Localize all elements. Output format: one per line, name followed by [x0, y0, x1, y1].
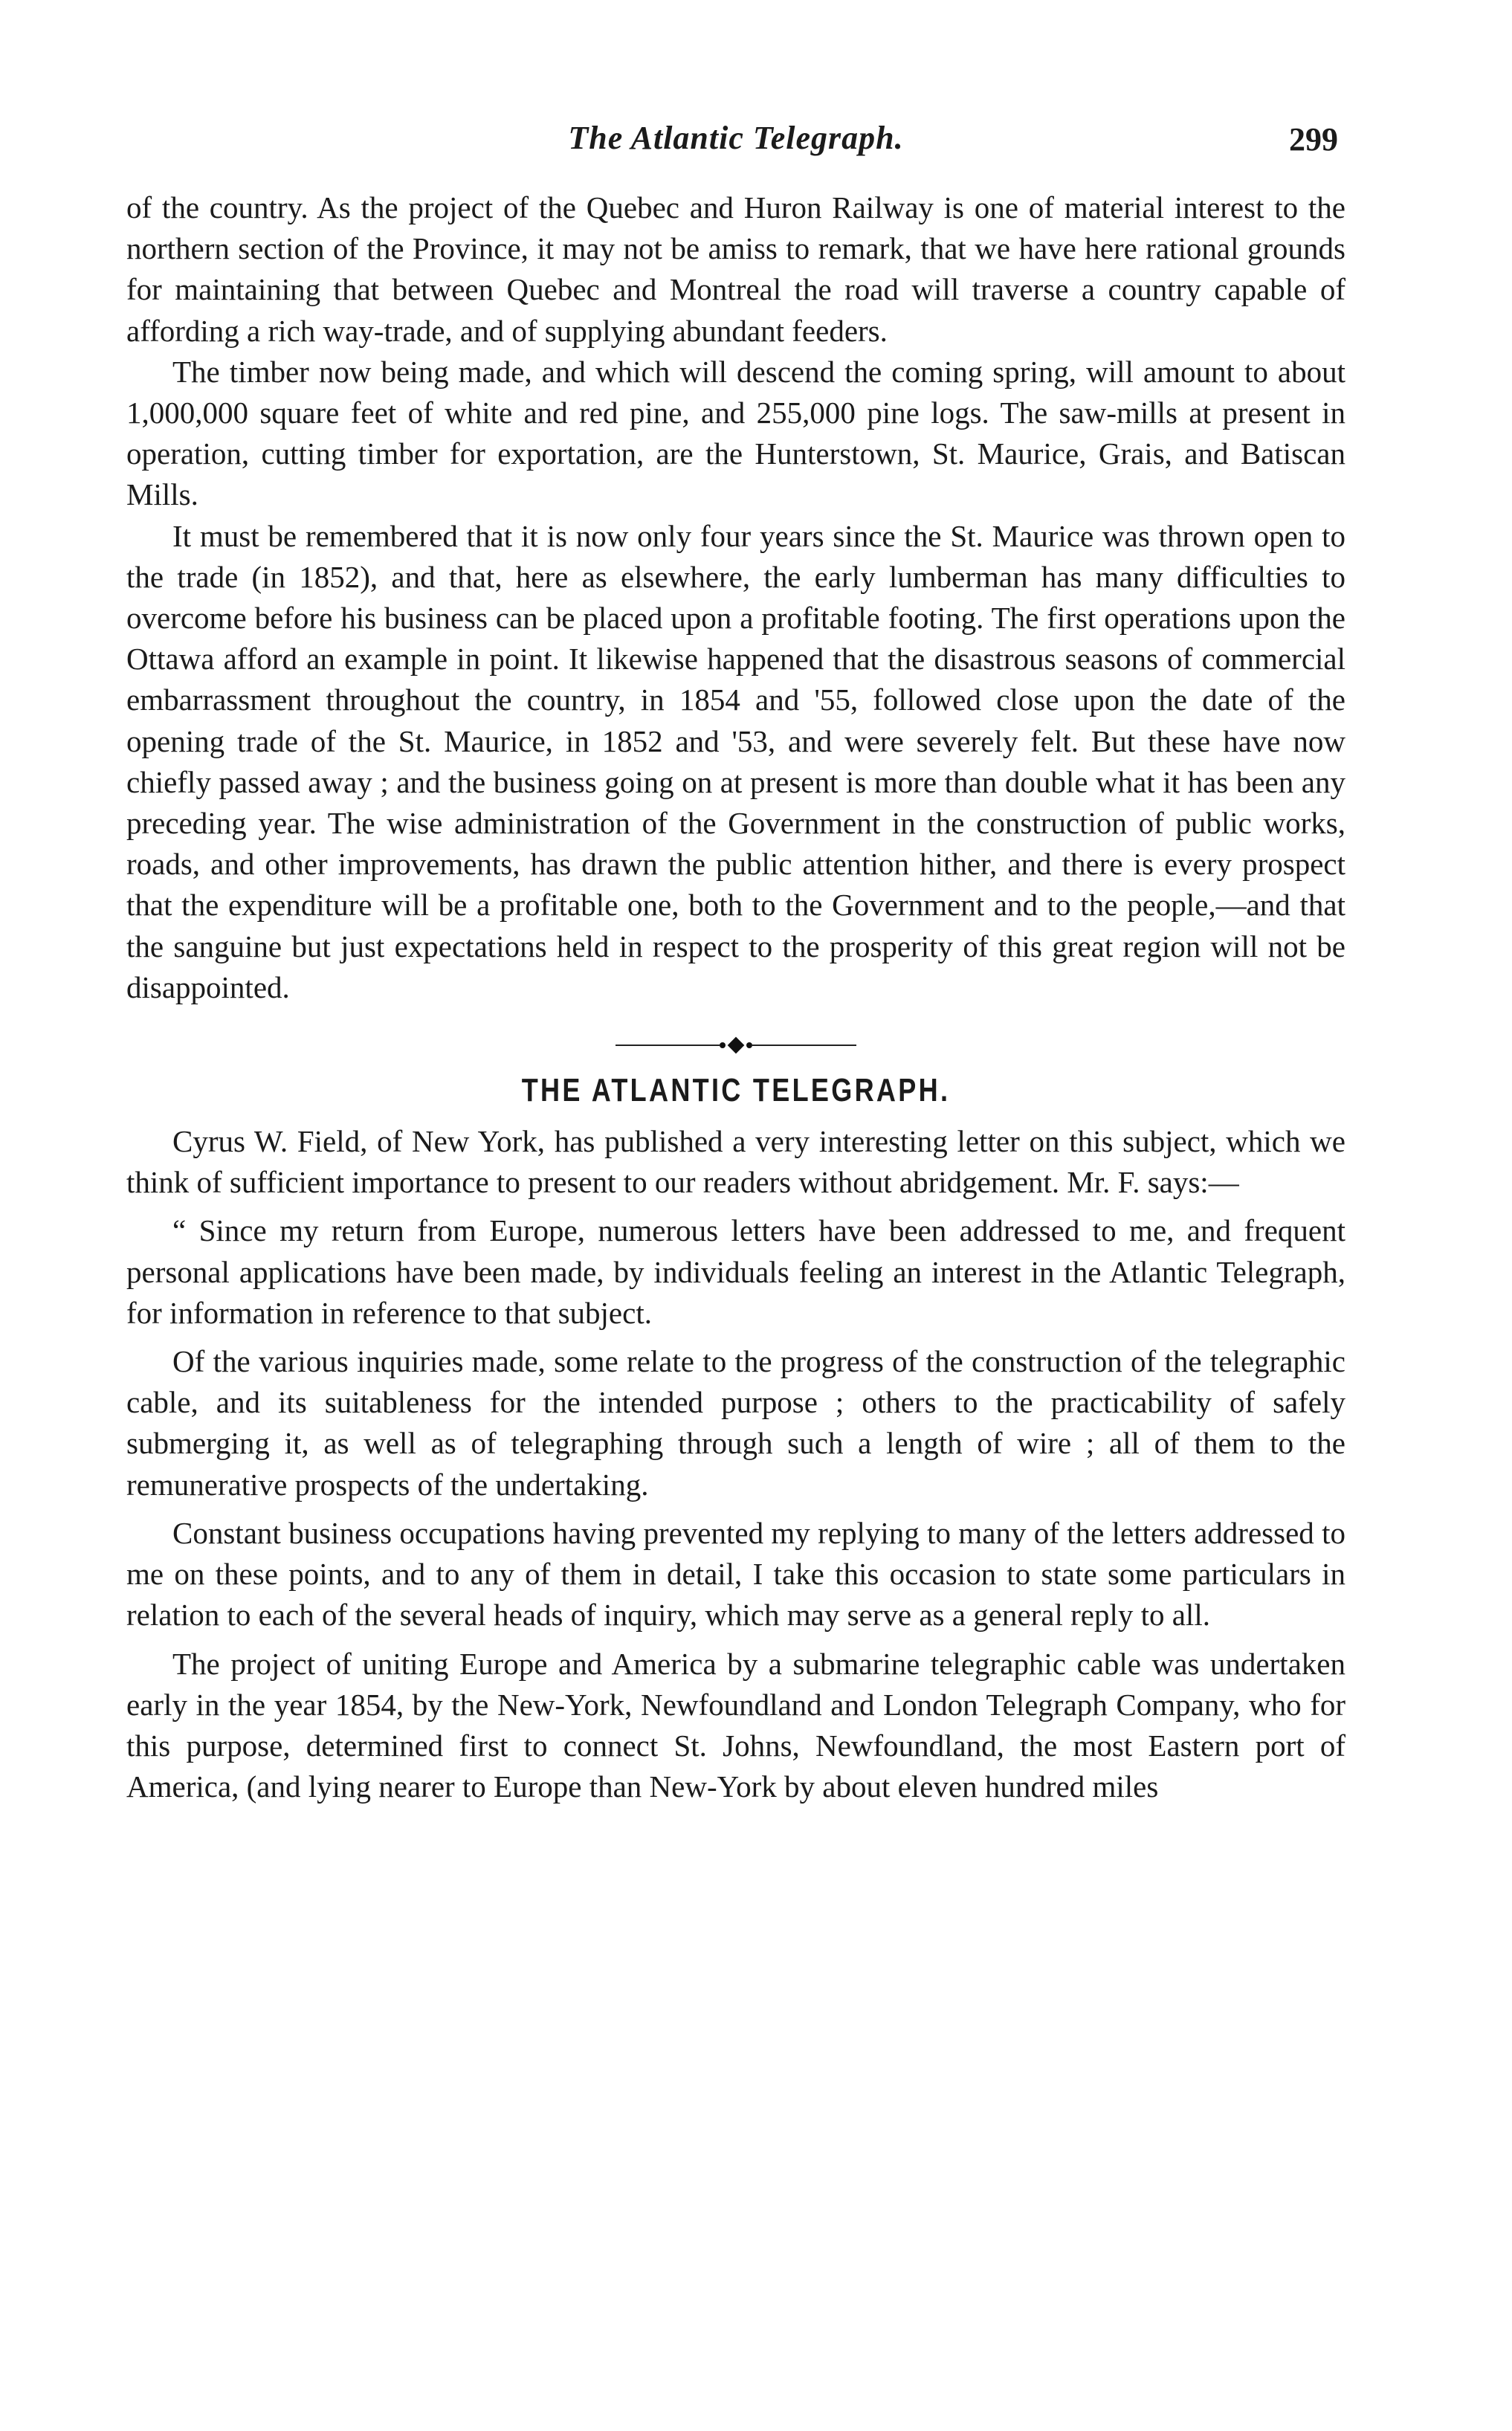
paragraph-inquiries: Of the various inquiries made, some relate to the progress of the construction of the telegraphic cable, and its suitableness for the intended purpose ; others to the practicability of safely submerging it, as well as of telegraphing through such a length of wire ; all of them to the remunerative prospects of the undertaking. — [126, 1344, 1345, 1502]
section-divider — [126, 1038, 1345, 1053]
paragraph-occupations: Constant business occupations having prevented my replying to many of the letters addressed to me on these points, and to any of them in detail, I take this occasion to state some particulars in relation to each of the several heads of inquiry, which may serve as a general reply to all. — [126, 1515, 1345, 1633]
paragraph-quote-start: “ Since my return from Europe, numerous letters have been addressed to me, and frequent personal applications have been made, by individuals feeling an interest in the Atlantic Telegraph, for information in reference to that subject. — [126, 1213, 1345, 1330]
divider-diamond-ornament — [728, 1037, 745, 1054]
running-title: The Atlantic Telegraph. — [568, 120, 904, 156]
paragraph-continued: of the country. As the project of the Quebec and Huron Railway is one of material interest to the northern section of the Province, it may not be amiss to remark, that we have here rational grounds for maintaining that between Quebec and Montreal the road will traverse a country capable of affording a rich way-trade, and of supplying abundant feeders. — [126, 190, 1345, 348]
paragraph-project: The project of uniting Europe and America by a submarine telegraphic cable was undertaken early in the year 1854, by the New-York, Newfoundland and London Telegraph Company, who for this purpose, determined first to connect St. Johns, Newfoundland, the most Eastern port of America, (and lying nearer to Europe than New-York by about eleven hundred miles — [126, 1646, 1345, 1804]
divider-dot-right — [746, 1042, 752, 1048]
article-continuation — [126, 187, 1345, 1008]
divider-rule-right — [752, 1045, 856, 1046]
paragraph-st-maurice: It must be remembered that it is now only four years since the St. Maurice was thrown open to the trade (in 1852), and that, here as elsewhere, the early lumberman has many difficulties to overcome before his business can be placed upon a profitable footing. The first operations upon the Ottawa afford an example in point. It likewise happened that the disastrous seasons of commercial embarrassment throughout the country, in 1854 and '55, followed close upon the date of the opening trade of the St. Maurice, in 1852 and '53, and were severely felt. But these have now chiefly passed away ; and the business going on at present is more than double what it has been any preceding year. The wise administration of the Government in the construction of public works, roads, and other improvements, has drawn the public attention hither, and there is every prospect that the expenditure will be a profitable one, both to the Government and to the people,—and that the sanguine but just expectations held in respect to the prosperity of this great region will not be disappointed. — [126, 518, 1345, 1004]
section-heading: THE ATLANTIC TELEGRAPH. — [521, 1072, 951, 1109]
divider-rule-left — [616, 1045, 720, 1046]
divider-dot-left — [720, 1042, 726, 1048]
running-header — [126, 119, 1345, 178]
article-atlantic-telegraph — [126, 1121, 1345, 1807]
page-number: 299 — [1289, 121, 1338, 158]
document-page — [126, 119, 1345, 1807]
paragraph-timber: The timber now being made, and which will descend the coming spring, will amount to about 1,000,000 square feet of white and red pine, and 255,000 pine logs. The saw-mills at present in operation, cutting timber for exportation, are the Hunterstown, St. Maurice, Grais, and Batiscan Mills. — [126, 354, 1345, 512]
paragraph-intro: Cyrus W. Field, of New York, has published a very interesting letter on this subject, which we think of sufficient importance to present to our readers without abridgement. Mr. F. says:— — [126, 1124, 1345, 1200]
